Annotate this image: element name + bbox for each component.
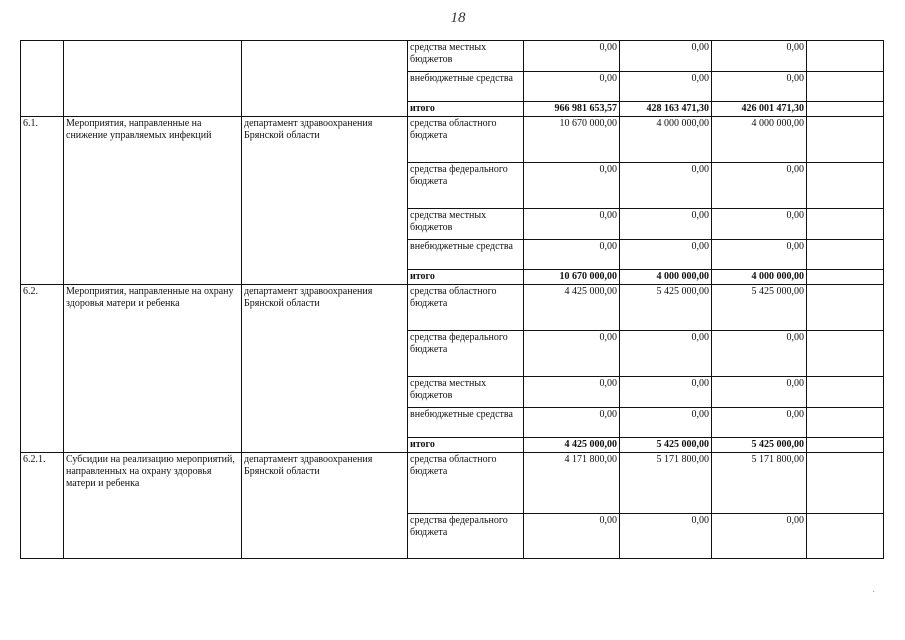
value-cell: 0,00 xyxy=(524,209,620,240)
source-cell: средства областного бюджета xyxy=(408,285,524,331)
empty-cell xyxy=(807,453,884,514)
value-cell: 0,00 xyxy=(524,240,620,270)
name-cell: Мероприятия, направленные на охрану здоровья матери и ребенка xyxy=(64,285,242,453)
empty-cell xyxy=(807,408,884,438)
value-cell: 0,00 xyxy=(524,377,620,408)
empty-cell xyxy=(807,72,884,102)
scan-mark: · xyxy=(872,587,876,598)
empty-cell xyxy=(807,331,884,377)
source-cell: средства местных бюджетов xyxy=(408,377,524,408)
value-cell: 0,00 xyxy=(620,72,712,102)
source-cell: итого xyxy=(408,438,524,453)
number-cell xyxy=(21,41,64,117)
executor-cell: департамент здравоохранения Брянской области xyxy=(242,453,408,559)
value-cell: 426 001 471,30 xyxy=(712,102,807,117)
value-cell: 4 000 000,00 xyxy=(712,117,807,163)
source-cell: средства областного бюджета xyxy=(408,117,524,163)
value-cell: 5 171 800,00 xyxy=(712,453,807,514)
value-cell: 4 000 000,00 xyxy=(620,117,712,163)
number-cell: 6.2.1. xyxy=(21,453,64,559)
value-cell: 0,00 xyxy=(712,377,807,408)
source-cell: внебюджетные средства xyxy=(408,240,524,270)
page-number: 18 xyxy=(450,10,466,26)
empty-cell xyxy=(807,514,884,559)
source-cell: внебюджетные средства xyxy=(408,408,524,438)
value-cell: 5 425 000,00 xyxy=(712,438,807,453)
value-cell: 0,00 xyxy=(620,209,712,240)
value-cell: 10 670 000,00 xyxy=(524,270,620,285)
source-cell: средства местных бюджетов xyxy=(408,209,524,240)
source-cell: итого xyxy=(408,270,524,285)
source-cell: средства федерального бюджета xyxy=(408,514,524,559)
budget-table xyxy=(20,40,884,559)
number-cell: 6.2. xyxy=(21,285,64,453)
empty-cell xyxy=(807,102,884,117)
value-cell: 4 171 800,00 xyxy=(524,453,620,514)
empty-cell xyxy=(807,285,884,331)
empty-cell xyxy=(807,270,884,285)
value-cell: 10 670 000,00 xyxy=(524,117,620,163)
value-cell: 4 425 000,00 xyxy=(524,438,620,453)
value-cell: 4 000 000,00 xyxy=(620,270,712,285)
name-cell: Субсидии на реализацию мероприятий, направленных на охрану здоровья матери и ребенка xyxy=(64,453,242,559)
source-cell: внебюджетные средства xyxy=(408,72,524,102)
source-cell: средства федерального бюджета xyxy=(408,331,524,377)
value-cell: 0,00 xyxy=(524,72,620,102)
value-cell: 428 163 471,30 xyxy=(620,102,712,117)
value-cell: 0,00 xyxy=(712,240,807,270)
value-cell: 4 425 000,00 xyxy=(524,285,620,331)
value-cell: 0,00 xyxy=(712,331,807,377)
value-cell: 0,00 xyxy=(620,377,712,408)
table-row xyxy=(21,117,884,163)
table-row xyxy=(21,453,884,514)
value-cell: 0,00 xyxy=(620,514,712,559)
empty-cell xyxy=(807,438,884,453)
value-cell: 0,00 xyxy=(620,331,712,377)
value-cell: 0,00 xyxy=(524,408,620,438)
empty-cell xyxy=(807,377,884,408)
value-cell: 0,00 xyxy=(712,209,807,240)
value-cell: 5 171 800,00 xyxy=(620,453,712,514)
value-cell: 0,00 xyxy=(620,41,712,72)
value-cell: 0,00 xyxy=(712,514,807,559)
number-cell: 6.1. xyxy=(21,117,64,285)
table-row xyxy=(21,285,884,331)
empty-cell xyxy=(807,117,884,163)
value-cell: 5 425 000,00 xyxy=(620,285,712,331)
value-cell: 0,00 xyxy=(524,163,620,209)
empty-cell xyxy=(807,209,884,240)
name-cell xyxy=(64,41,242,117)
value-cell: 0,00 xyxy=(524,41,620,72)
value-cell: 0,00 xyxy=(524,331,620,377)
source-cell: средства федерального бюджета xyxy=(408,163,524,209)
executor-cell: департамент здравоохранения Брянской области xyxy=(242,117,408,285)
empty-cell xyxy=(807,240,884,270)
empty-cell xyxy=(807,41,884,72)
value-cell: 4 000 000,00 xyxy=(712,270,807,285)
empty-cell xyxy=(807,163,884,209)
table-row xyxy=(21,41,884,72)
source-cell: средства областного бюджета xyxy=(408,453,524,514)
value-cell: 5 425 000,00 xyxy=(620,438,712,453)
source-cell: средства местных бюджетов xyxy=(408,41,524,72)
executor-cell xyxy=(242,41,408,117)
value-cell: 0,00 xyxy=(620,163,712,209)
source-cell: итого xyxy=(408,102,524,117)
value-cell: 0,00 xyxy=(712,41,807,72)
value-cell: 0,00 xyxy=(712,408,807,438)
value-cell: 0,00 xyxy=(524,514,620,559)
name-cell: Мероприятия, направленные на снижение управляемых инфекций xyxy=(64,117,242,285)
value-cell: 5 425 000,00 xyxy=(712,285,807,331)
value-cell: 966 981 653,57 xyxy=(524,102,620,117)
value-cell: 0,00 xyxy=(712,163,807,209)
executor-cell: департамент здравоохранения Брянской области xyxy=(242,285,408,453)
value-cell: 0,00 xyxy=(620,240,712,270)
value-cell: 0,00 xyxy=(620,408,712,438)
value-cell: 0,00 xyxy=(712,72,807,102)
